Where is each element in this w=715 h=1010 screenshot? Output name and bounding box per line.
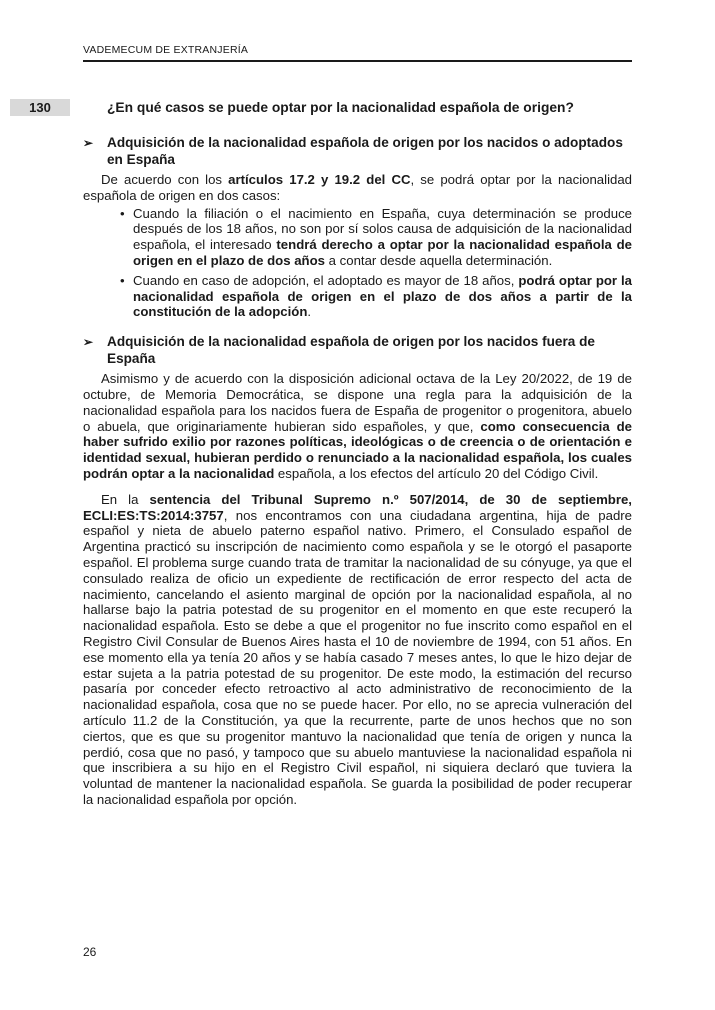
arrow-bullet-icon: ➢ bbox=[83, 136, 94, 150]
text-run-bold: artículos 17.2 y 19.2 del CC bbox=[228, 172, 411, 187]
list-item bbox=[120, 273, 632, 320]
bullet-list bbox=[83, 206, 632, 321]
question-number-badge: 130 bbox=[10, 99, 70, 116]
running-header: VADEMECUM DE EXTRANJERÍA bbox=[83, 44, 249, 56]
question-title: ¿En qué casos se puede optar por la nacionalidad española de origen? bbox=[107, 100, 574, 115]
text-run-bold: sentencia del Tribunal Supremo n.º 507/2014, de 30 de septiembre, ECLI:ES:TS:2014:3757 bbox=[83, 491, 632, 523]
text-run-bold: como consecuencia de haber sufrido exilio por razones políticas, ideológicas o de creencia o de orientación e identidad sexual, hubieran perdido o renunciado a la nacionalidad española, los cuales podrán optar a la nacionalidad bbox=[83, 418, 632, 481]
paragraph bbox=[83, 172, 632, 204]
list-item bbox=[120, 206, 632, 269]
text-run: Cuando en caso de adopción, el adoptado es mayor de 18 años, bbox=[133, 272, 519, 288]
page-number: 26 bbox=[83, 945, 97, 959]
text-run: a contar desde aquella determinación. bbox=[325, 252, 553, 268]
main-content bbox=[83, 135, 632, 808]
text-run: De acuerdo con los bbox=[101, 172, 229, 187]
text-run-bold: podrá optar por la nacionalidad española de origen en el plazo de dos años a partir de la constitución de la adopción bbox=[133, 272, 632, 320]
text-run: Asimismo y de acuerdo con la disposición adicional octava de la Ley 20/2022, de 19 de octubre, de Memoria Democrática, se dispone una regla para la adquisición de la nacionalidad española para los nacidos fuera de España de progenitor o progenitora, abuelo o abuela, que originariamente hubieran sido españoles, y que, bbox=[83, 371, 632, 434]
section-heading-nacidos-en-espana bbox=[83, 135, 632, 168]
bullet-dot: • bbox=[120, 272, 125, 288]
section-heading-nacidos-fuera bbox=[83, 334, 632, 367]
text-run: Cuando la filiación o el nacimiento en España, cuya determinación se produce después de los 18 años, no son por sí solos causa de adquisición de la nacionalidad española, el interesado bbox=[133, 205, 632, 253]
text-run: , se podrá optar por la nacionalidad española de origen en dos casos: bbox=[83, 172, 633, 203]
bullet-dot: • bbox=[120, 205, 125, 221]
section-heading-text: Adquisición de la nacionalidad española de origen por los nacidos fuera de España bbox=[107, 334, 595, 366]
paragraph bbox=[83, 371, 632, 482]
text-run: , nos encontramos con una ciudadana argentina, hija de padre español y nieta de abuelo paterno español nativo. Primero, el Consulado español de Argentina practicó su inscripción de nacimiento como española y se le otorgó el pasaporte español. El problema surge cuando trata de tramitar la nacionalidad de su cónyuge, ya que el consulado realiza de oficio un expediente de rectificación de error respecto del acta de nacimiento, cancelando el asiento marginal de opción por la nacionalidad española, al no hallarse bajo la patria potestad de su progenitor en el momento en que este recuperó la nacionalidad española. Esto se debe a que el progenitor no fue inscrito como español en el Registro Civil Consular de Buenos Aires hasta el 10 de noviembre de 1994, con 51 años. En ese momento ella ya tenía 20 años y se había casado 7 meses antes, lo que le hizo dejar de estar sujeta a la patria potestad de su progenitor. De este modo, la estimación del recurso pasaría por conceder efecto retroactivo al acto administrativo de reconocimiento de la nacionalidad española, cosa que no se puede hacer. Por ello, no se aprecia vulneración del artículo 11.2 de la Constitución, ya que la recurrente, parte de unos hechos que no son ciertos, que es que su progenitor mantuvo la nacionalidad que tenía de origen y nunca la perdió, cosa que no pasó, y tampoco que su abuelo mantuviese la nacionalidad española ni que inscribiera a su hijo en el Registro Civil español, ni siquiera declaró que tuviera la voluntad de mantener la nacionalidad española. Se guarda la posibilidad de poder recuperar la nacionalidad española por opción. bbox=[83, 507, 632, 807]
paragraph bbox=[83, 492, 632, 808]
text-run: . bbox=[307, 304, 312, 320]
section-heading-text: Adquisición de la nacionalidad española de origen por los nacidos o adoptados en España bbox=[107, 135, 623, 167]
text-run-bold: tendrá derecho a optar por la nacionalidad española de origen en el plazo de dos años bbox=[133, 237, 632, 268]
header-divider bbox=[83, 60, 632, 62]
text-run: En la bbox=[101, 491, 150, 507]
arrow-bullet-icon: ➢ bbox=[83, 335, 94, 350]
text-run: española, a los efectos del artículo 20 del Código Civil. bbox=[274, 465, 599, 481]
